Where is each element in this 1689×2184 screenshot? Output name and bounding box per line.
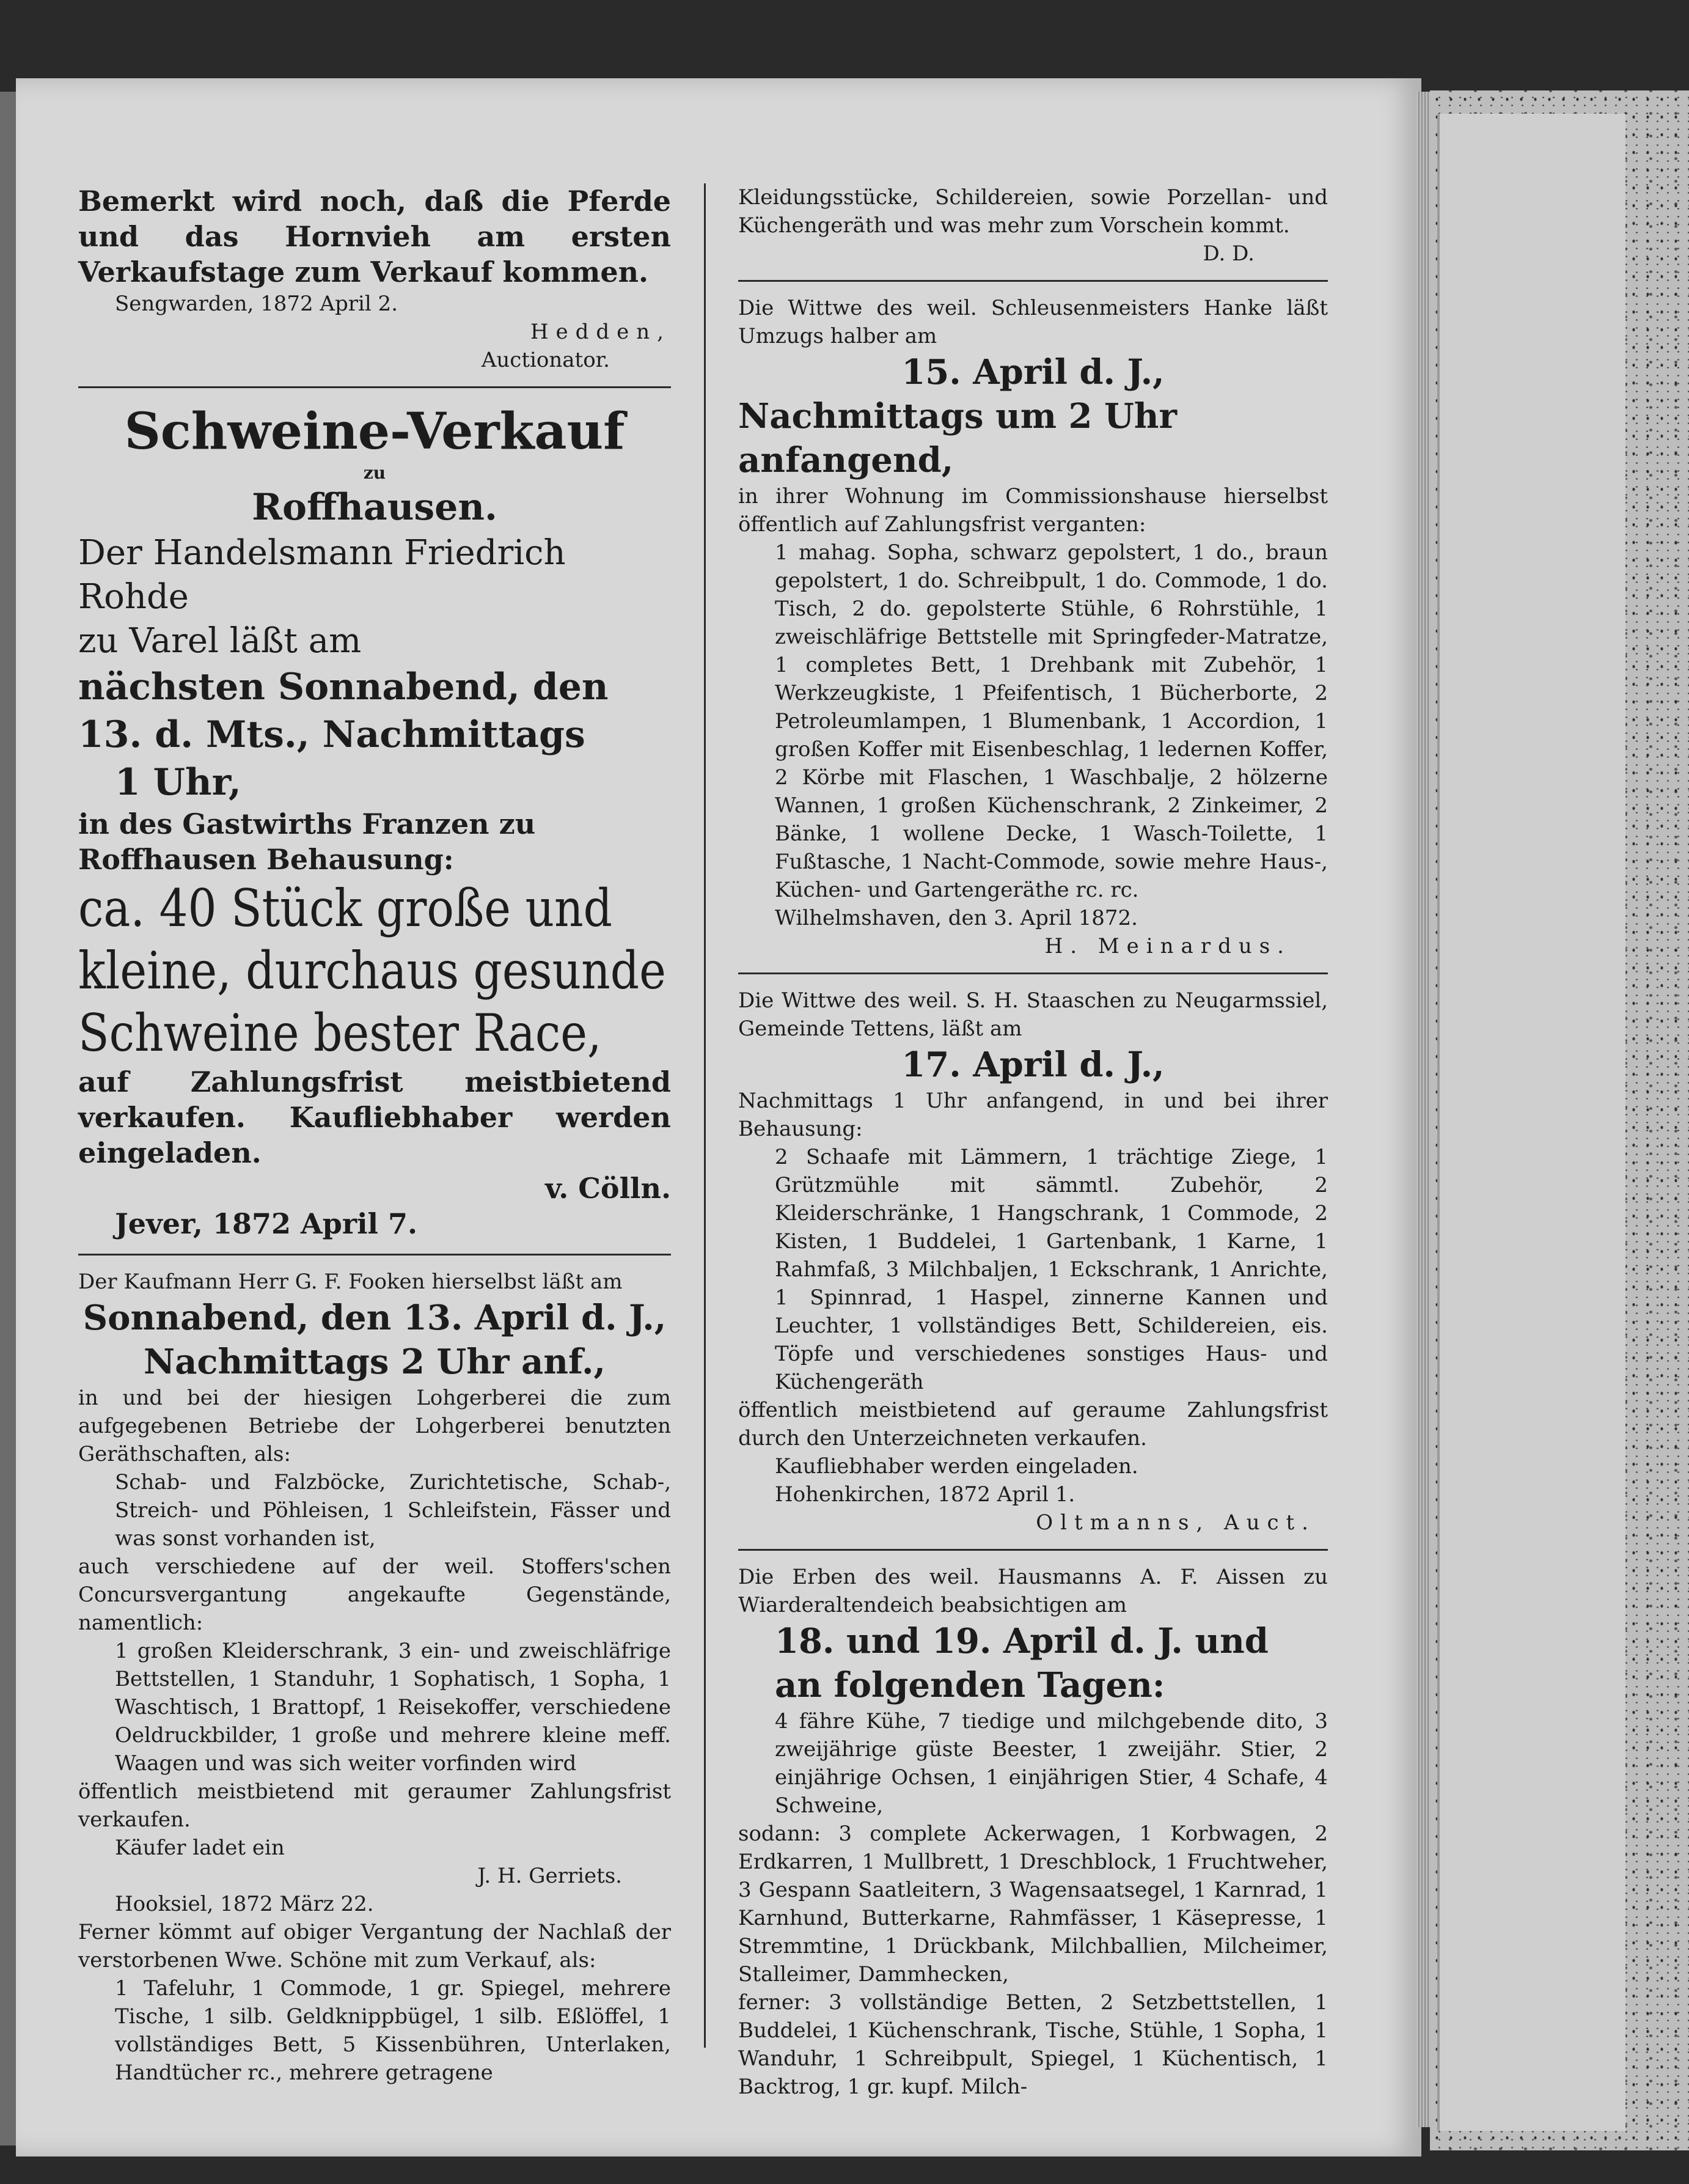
ad-line: Der Handelsmann Friedrich Rohde xyxy=(78,533,566,617)
ad-item-list: 1 großen Kleiderschrank, 3 ein- und zweischläfrige Bettstellen, 1 Standuhr, 1 Sophatisch, 1 Sopha, 1 Waschtisch, 1 Brattopf, 1 Reisekoffer, verschiedene Oeldruckbilder, 1 große und mehrere kleine meff. Waagen und was sich weiter vorfinden wird xyxy=(115,1639,671,1776)
ad-title: Schweine-Verkauf xyxy=(124,402,625,461)
ad-big-line: ca. 40 Stück große und xyxy=(78,878,612,938)
place-date: Sengwarden, 1872 April 2. xyxy=(115,292,398,316)
ad-invite: Kaufliebhaber werden eingeladen. xyxy=(775,1454,1138,1479)
place-date: Hohenkirchen, 1872 April 1. xyxy=(775,1482,1075,1507)
ad-paragraph: öffentlich meistbietend auf geraume Zahlungsfrist durch den Unterzeichneten verkaufen. xyxy=(738,1398,1328,1450)
ad-intro: Die Erben des weil. Hausmanns A. F. Aissen zu Wiarderaltendeich beabsichtigen am xyxy=(738,1565,1328,1617)
ad-sengwarden xyxy=(78,183,671,374)
place-date: Jever, 1872 April 7. xyxy=(115,1207,418,1240)
ad-date: 17. April d. J., xyxy=(901,1045,1165,1085)
ad-time: Nachmittags 2 Uhr anf., xyxy=(143,1342,606,1382)
ad-item-list: 4 fähre Kühe, 7 tiedige und milchgebende dito, 3 zweijährige güste Beester, 1 zweijähr. Stier, 2 einjährige Ochsen, 1 einjährigen Stier, 4 Schafe, 4 Schweine, xyxy=(775,1709,1328,1818)
ad-date: 15. April d. J., xyxy=(901,352,1165,392)
ad-intro: Der Kaufmann Herr G. F. Fooken hierselbst läßt am xyxy=(78,1270,623,1294)
ad-paragraph: in ihrer Wohnung im Commissionshause hierselbst öffentlich auf Zahlungsfrist verganten: xyxy=(738,484,1328,537)
ad-date: 18. und 19. April d. J. und xyxy=(775,1621,1269,1661)
ad-continuation xyxy=(738,183,1328,268)
ad-intro: Die Wittwe des weil. S. H. Staaschen zu Neugarmssiel, Gemeinde Tettens, läßt am xyxy=(738,988,1328,1041)
ad-item-list: 2 Schaafe mit Lämmern, 1 trächtige Ziege, 1 Grützmühle mit sämmtl. Zubehör, 2 Kleiderschränke, 1 Hangschrank, 1 Commode, 2 Kisten, 1 Buddelei, 1 Gartenbank, 1 Karne, 1 Rahmfaß, 3 Milchbaljen, 1 Eckschrank, 1 Anrichte, 1 Spinnrad, 1 Haspel, zinnerne Kannen und Leuchter, 1 vollständiges Bett, Schildereien, eis. Töpfe und verschiedenes sonstiges Haus- und Küchengeräth xyxy=(775,1145,1328,1394)
divider xyxy=(78,1254,671,1256)
ad-item-list: ferner: 3 vollständige Betten, 2 Setzbettstellen, 1 Buddelei, 1 Küchenschrank, Tische, Stühle, 1 Sopha, 1 Wanduhr, 1 Schreibpult, Spiegel, 1 Küchentisch, 1 Backtrog, 1 gr. kupf. Milch- xyxy=(738,1990,1328,2099)
left-column xyxy=(78,183,671,2087)
previous-page-edge xyxy=(0,92,16,2145)
signature: H. Meinardus. xyxy=(1044,934,1291,958)
ad-line: zu Varel läßt am xyxy=(78,621,362,661)
divider xyxy=(738,1549,1328,1551)
ad-time: Nachmittags um 2 Uhr anfangend, xyxy=(738,396,1177,480)
endpaper xyxy=(1437,114,1625,2131)
divider xyxy=(738,973,1328,974)
ad-line: 13. d. Mts., Nachmittags xyxy=(78,713,585,756)
ad-date: an folgenden Tagen: xyxy=(775,1665,1165,1705)
ad-paragraph: öffentlich meistbietend mit geraumer Zahlungsfrist verkaufen. xyxy=(78,1779,671,1832)
ad-place: Roffhausen. xyxy=(252,486,497,529)
signature: J. H. Gerriets. xyxy=(477,1864,622,1888)
signature: v. Cölln. xyxy=(545,1172,671,1205)
ad-big-line: kleine, durchaus gesunde xyxy=(78,941,666,1001)
signature: D. D. xyxy=(1203,241,1255,266)
ad-staaschen xyxy=(738,987,1328,1537)
ad-schweine-verkauf xyxy=(78,400,671,1241)
signature-title: Auctionator. xyxy=(481,348,610,372)
ad-paragraph: Ferner kömmt auf obiger Vergantung der Nachlaß der verstorbenen Wwe. Schöne mit zum Verkauf, als: xyxy=(78,1920,671,1973)
divider xyxy=(738,280,1328,282)
ad-date: Sonnabend, den 13. April d. J., xyxy=(82,1298,667,1338)
signature-name: Hedden, xyxy=(530,320,671,344)
signature: Oltmanns, Auct. xyxy=(1036,1510,1316,1535)
ad-paragraph: in und bei der hiesigen Lohgerberei die zum aufgegebenen Betriebe der Lohgerberei benutzten Geräthschaften, als: xyxy=(78,1386,671,1466)
ad-item-list: sodann: 3 complete Ackerwagen, 1 Korbwagen, 2 Erdkarren, 1 Mullbrett, 1 Dreschblock, 1 Fruchtweher, 3 Gespann Saatleitern, 3 Wagensaatsegel, 1 Karnrad, 1 Karnhund, Butterkarne, Rahmfässer, 1 Käsepresse, 1 Stremmtine, 1 Drückbank, Milchballien, Milcheimer, Stalleimer, Dammhecken, xyxy=(738,1822,1328,1987)
ad-paragraph: Nachmittags 1 Uhr anfangend, in und bei ihrer Behausung: xyxy=(738,1089,1328,1141)
right-column xyxy=(738,183,1328,2101)
ad-text: Kleidungsstücke, Schildereien, sowie Porzellan- und Küchengeräth und was mehr zum Vorschein kommt. xyxy=(738,185,1328,238)
ad-line: in des Gastwirths Franzen zu xyxy=(78,807,536,840)
ad-line: 1 Uhr, xyxy=(115,761,241,804)
ad-item-list: 1 Tafeluhr, 1 Commode, 1 gr. Spiegel, mehrere Tische, 1 silb. Geldknippbügel, 1 silb. Eßlöffel, 1 vollständiges Bett, 5 Kissenbühren, Unterlaken, Handtücher rc., mehrere getragene xyxy=(115,1976,671,2085)
ad-aissen xyxy=(738,1563,1328,2101)
ad-line: Roffhausen Behausung: xyxy=(78,843,454,876)
ad-zu: zu xyxy=(363,463,386,483)
ad-item-list: Schab- und Falzböcke, Zurichtetische, Schab-, Streich- und Pöhleisen, 1 Schleifstein, Fässer und was sonst vorhanden ist, xyxy=(115,1470,671,1551)
place-date: Wilhelmshaven, den 3. April 1872. xyxy=(775,906,1138,930)
ad-intro: Die Wittwe des weil. Schleusenmeisters Hanke läßt Umzugs halber am xyxy=(738,296,1328,348)
ad-invite: Käufer ladet ein xyxy=(115,1836,285,1860)
ad-line: nächsten Sonnabend, den xyxy=(78,666,609,708)
page-edges xyxy=(1416,92,1430,2127)
ad-paragraph: auch verschiedene auf der weil. Stoffers'schen Concursvergantung angekaufte Gegenstände, namentlich: xyxy=(78,1554,671,1635)
ad-hanke xyxy=(738,294,1328,960)
place-date: Hooksiel, 1872 März 22. xyxy=(115,1892,374,1916)
ad-fooken xyxy=(78,1268,671,2087)
ad-text: auf Zahlungsfrist meistbietend verkaufen. Kaufliebhaber werden eingeladen. xyxy=(78,1065,671,1169)
divider xyxy=(78,386,671,388)
ad-text: Bemerkt wird noch, daß die Pferde und das Hornvieh am ersten Verkaufstage zum Verkauf kommen. xyxy=(78,185,671,289)
column-rule xyxy=(704,183,706,2048)
ad-big-line: Schweine bester Race, xyxy=(78,1003,602,1063)
ad-item-list: 1 mahag. Sopha, schwarz gepolstert, 1 do., braun gepolstert, 1 do. Schreibpult, 1 do. Commode, 1 do. Tisch, 2 do. gepolsterte Stühle, 6 Rohrstühle, 1 zweischläfrige Bettstelle mit Springfeder-Matratze, 1 completes Bett, 1 Drehbank mit Zubehör, 1 Werkzeugkiste, 1 Pfeifentisch, 1 Bücherborte, 2 Petroleumlampen, 1 Blumenbank, 1 Accordion, 1 großen Koffer mit Eisenbeschlag, 1 ledernen Koffer, 2 Körbe mit Flaschen, 1 Waschbalje, 2 hölzerne Wannen, 1 großen Küchenschrank, 2 Zinkeimer, 2 Bänke, 1 wollene Decke, 1 Wasch-Toilette, 1 Fußtasche, 1 Nacht-Commode, sowie mehre Haus-, Küchen- und Gartengeräthe rc. rc. xyxy=(775,540,1328,902)
